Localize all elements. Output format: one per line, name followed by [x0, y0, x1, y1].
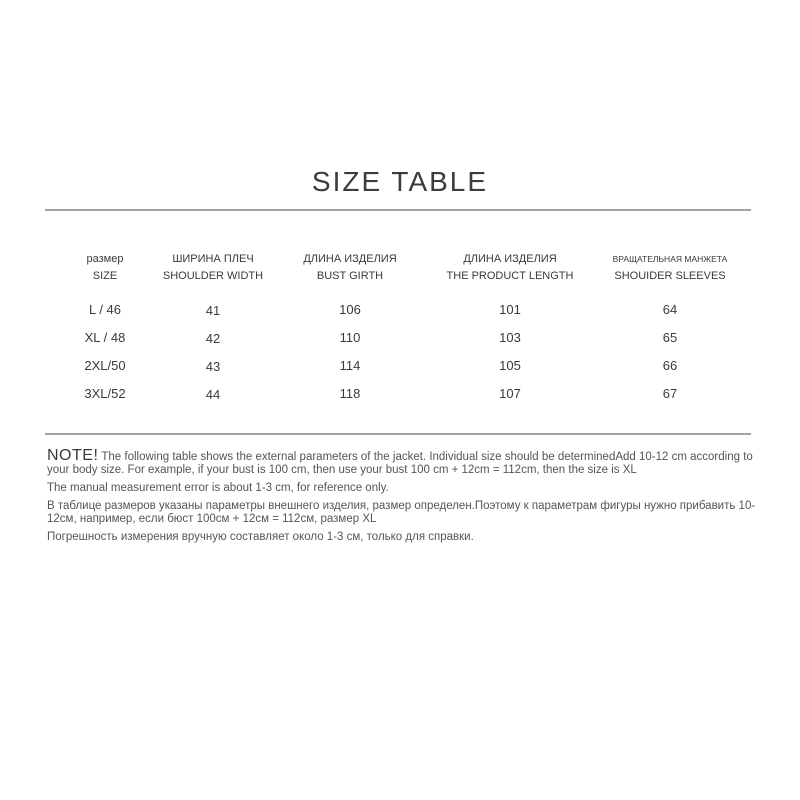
sleeves-cell: 65 [662, 330, 678, 345]
product-length-cell: 103 [499, 330, 521, 345]
header-product-length-ru: ДЛИНА ИЗДЕЛИЯ [463, 253, 557, 265]
bust-girth-cell: 114 [339, 358, 361, 373]
sleeves-cell: 67 [662, 386, 678, 401]
header-product-length-en: THE PRODUCT LENGTH [446, 270, 574, 282]
header-size-ru: размер [86, 253, 124, 265]
note-error-ru: Погрешность измерения вручную составляет около 1-3 см, только для справки. [47, 531, 474, 543]
header-shoulder-width-ru: ШИРИНА ПЛЕЧ [172, 253, 254, 265]
sleeves-cell: 64 [662, 302, 678, 317]
bust-girth-cell: 106 [339, 302, 361, 317]
header-shoulder-width-en: SHOULDER WIDTH [162, 270, 264, 282]
page-title: SIZE TABLE [311, 166, 489, 197]
header-product-length [445, 251, 575, 285]
size-cell: XL / 48 [84, 330, 126, 345]
product-length-cell: 101 [499, 302, 521, 317]
header-bust-girth [290, 251, 410, 285]
shoulder-width-cell: 41 [205, 303, 221, 318]
note-paragraph-en [47, 449, 757, 477]
shoulder-width-cell: 43 [205, 359, 221, 374]
header-bust-girth-en: BUST GIRTH [316, 270, 384, 282]
header-sleeves [610, 251, 730, 285]
bust-girth-cell: 110 [339, 330, 361, 345]
size-cell: 3XL/52 [84, 386, 126, 401]
header-size [45, 251, 165, 285]
note-paragraph-ru: В таблице размеров указаны параметры внешнего изделия, размер определен.Поэтому к параметрам фигуры нужно прибавить 10-12см, например, если бюст 100см + 12см = 112см, размер XL [47, 500, 756, 525]
size-cell: L / 46 [88, 302, 122, 317]
header-sleeves-ru: ВРАЩАТЕЛЬНАЯ МАНЖЕТА [612, 254, 728, 264]
note-text-en: The following table shows the external parameters of the jacket. Individual size should be determinedAdd 10-12 cm according to your body size. For example, if your bust is 100 cm, then use your bust 100 cm + 12cm = 112cm, then the size is XL [47, 451, 753, 476]
size-cell: 2XL/50 [84, 358, 126, 373]
bust-girth-cell: 118 [339, 386, 361, 401]
top-divider [45, 209, 751, 211]
bottom-divider [45, 433, 751, 435]
header-bust-girth-ru: ДЛИНА ИЗДЕЛИЯ [303, 253, 397, 265]
product-length-cell: 105 [499, 358, 521, 373]
sleeves-cell: 66 [662, 358, 678, 373]
shoulder-width-cell: 44 [205, 387, 221, 402]
shoulder-width-cell: 42 [205, 331, 221, 346]
note-label: NOTE! [47, 447, 99, 464]
note-error-en: The manual measurement error is about 1-3 cm, for reference only. [47, 482, 389, 494]
header-shoulder-width [153, 251, 273, 285]
product-length-cell: 107 [499, 386, 521, 401]
note-section [47, 449, 757, 549]
header-size-en: SIZE [92, 270, 118, 282]
header-sleeves-en: SHOUIDER SLEEVES [614, 270, 726, 282]
